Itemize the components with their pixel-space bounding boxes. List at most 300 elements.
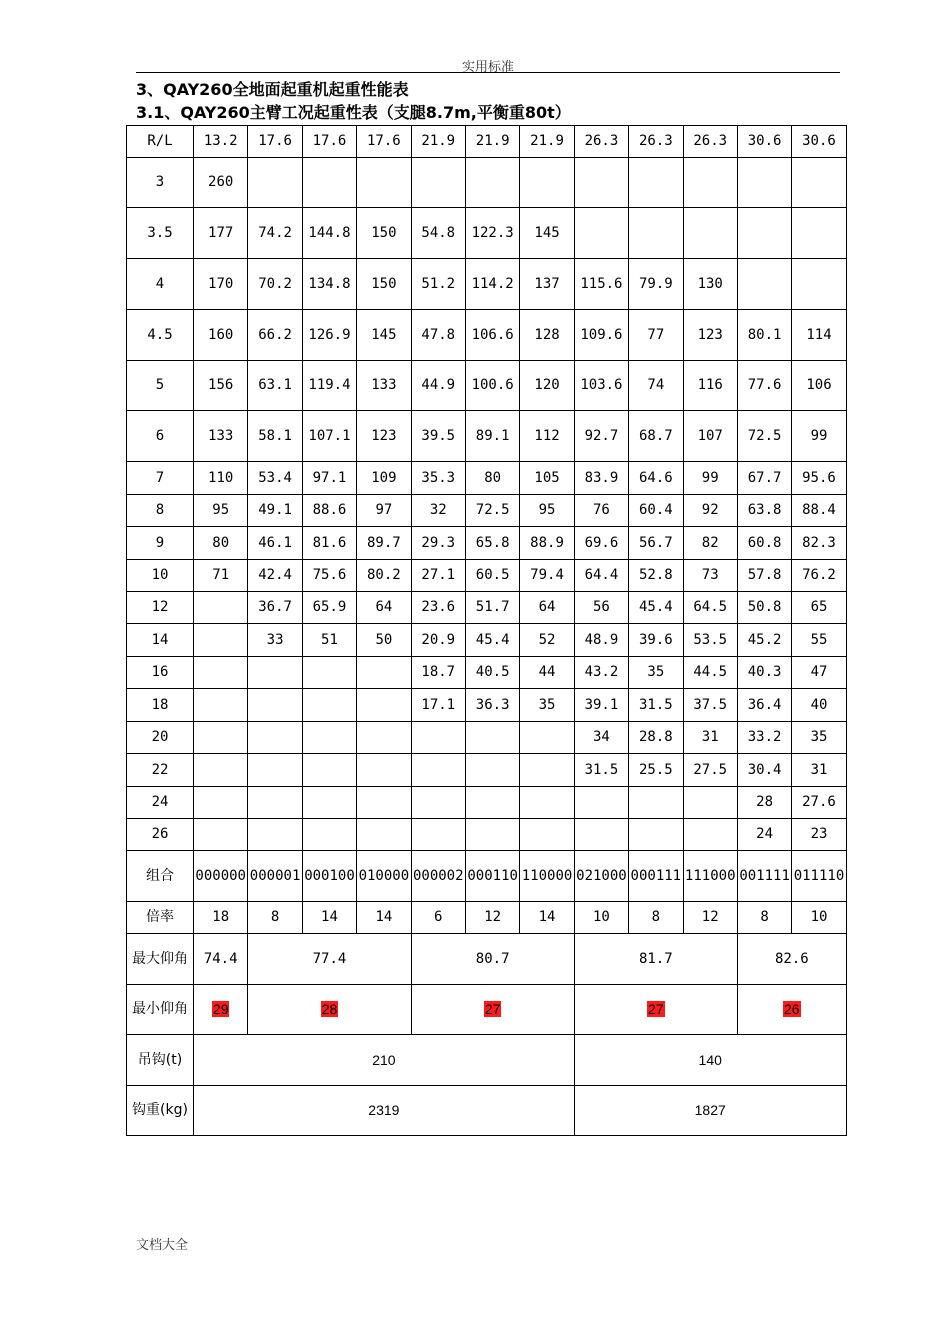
capacity-cell: 133 xyxy=(357,361,411,411)
capacity-cell xyxy=(357,787,411,819)
capacity-cell: 46.1 xyxy=(248,527,302,560)
capacity-cell: 64 xyxy=(357,592,411,624)
capacity-cell: 54.8 xyxy=(411,208,465,259)
capacity-cell: 20.9 xyxy=(411,624,465,657)
capacity-cell: 18.7 xyxy=(411,657,465,689)
capacity-cell: 27.6 xyxy=(792,787,846,819)
capacity-cell: 115.6 xyxy=(574,259,628,310)
capacity-cell: 53.5 xyxy=(683,624,737,657)
corner-label: R/L xyxy=(127,126,194,158)
capacity-cell: 105 xyxy=(520,462,574,495)
capacity-cell xyxy=(629,787,683,819)
capacity-cell: 133 xyxy=(194,411,248,462)
capacity-cell: 57.8 xyxy=(737,560,791,592)
capacity-cell: 109 xyxy=(357,462,411,495)
capacity-cell: 82.3 xyxy=(792,527,846,560)
capacity-cell xyxy=(194,657,248,689)
combo-cell: 000111 xyxy=(629,851,683,902)
min-angle-highlight: 27 xyxy=(484,1001,501,1017)
capacity-cell xyxy=(357,819,411,851)
boom-length-cell: 26.3 xyxy=(574,126,628,158)
capacity-cell: 95 xyxy=(520,495,574,527)
capacity-cell: 99 xyxy=(792,411,846,462)
combo-cell: 010000 xyxy=(357,851,411,902)
capacity-cell: 137 xyxy=(520,259,574,310)
boom-length-cell: 13.2 xyxy=(194,126,248,158)
capacity-cell xyxy=(357,754,411,787)
hook-row xyxy=(127,1035,847,1086)
radius-cell: 6 xyxy=(127,411,194,462)
capacity-cell xyxy=(792,158,846,208)
capacity-cell: 88.9 xyxy=(520,527,574,560)
capacity-cell: 114.2 xyxy=(465,259,519,310)
capacity-cell: 76.2 xyxy=(792,560,846,592)
capacity-cell: 45.4 xyxy=(465,624,519,657)
rate-cell: 14 xyxy=(357,902,411,934)
capacity-cell xyxy=(248,754,302,787)
min-angle-row xyxy=(127,985,847,1035)
capacity-row xyxy=(127,361,847,411)
capacity-row xyxy=(127,657,847,689)
capacity-cell: 64 xyxy=(520,592,574,624)
radius-cell: 24 xyxy=(127,787,194,819)
capacity-cell xyxy=(411,158,465,208)
radius-cell: 5 xyxy=(127,361,194,411)
capacity-cell: 23.6 xyxy=(411,592,465,624)
capacity-cell: 92 xyxy=(683,495,737,527)
capacity-cell: 145 xyxy=(357,310,411,361)
rate-cell: 10 xyxy=(792,902,846,934)
capacity-cell: 81.6 xyxy=(302,527,356,560)
capacity-cell: 65.9 xyxy=(302,592,356,624)
capacity-cell: 47 xyxy=(792,657,846,689)
capacity-cell xyxy=(465,819,519,851)
capacity-cell: 31.5 xyxy=(574,754,628,787)
capacity-cell: 63.8 xyxy=(737,495,791,527)
capacity-cell: 88.6 xyxy=(302,495,356,527)
capacity-cell: 37.5 xyxy=(683,689,737,722)
hook-weight-label: 钩重(kg) xyxy=(127,1086,194,1136)
capacity-cell: 156 xyxy=(194,361,248,411)
combo-cell: 000100 xyxy=(302,851,356,902)
page-footer: 文档大全 xyxy=(136,1238,189,1253)
capacity-cell: 30.4 xyxy=(737,754,791,787)
capacity-cell: 106.6 xyxy=(465,310,519,361)
capacity-cell: 126.9 xyxy=(302,310,356,361)
min-angle-cell xyxy=(574,985,737,1035)
capacity-cell: 150 xyxy=(357,208,411,259)
capacity-row xyxy=(127,689,847,722)
max-angle-cell: 77.4 xyxy=(248,934,411,985)
capacity-cell: 79.9 xyxy=(629,259,683,310)
capacity-cell xyxy=(194,819,248,851)
capacity-cell: 79.4 xyxy=(520,560,574,592)
capacity-cell: 160 xyxy=(194,310,248,361)
capacity-cell xyxy=(302,657,356,689)
capacity-cell xyxy=(194,624,248,657)
rate-cell: 10 xyxy=(574,902,628,934)
capacity-cell: 45.4 xyxy=(629,592,683,624)
rate-cell: 18 xyxy=(194,902,248,934)
capacity-cell: 35 xyxy=(520,689,574,722)
radius-cell: 3 xyxy=(127,158,194,208)
capacity-cell xyxy=(357,689,411,722)
capacity-rows xyxy=(127,158,847,851)
capacity-cell: 52.8 xyxy=(629,560,683,592)
max-angle-cell: 74.4 xyxy=(194,934,248,985)
capacity-cell: 36.7 xyxy=(248,592,302,624)
rate-cell: 12 xyxy=(683,902,737,934)
header-rule xyxy=(136,72,840,73)
max-angle-row xyxy=(127,934,847,985)
capacity-cell: 150 xyxy=(357,259,411,310)
capacity-cell xyxy=(737,208,791,259)
capacity-cell xyxy=(629,208,683,259)
capacity-cell: 33 xyxy=(248,624,302,657)
capacity-cell xyxy=(302,722,356,754)
radius-cell: 9 xyxy=(127,527,194,560)
capacity-cell: 17.1 xyxy=(411,689,465,722)
capacity-cell: 29.3 xyxy=(411,527,465,560)
capacity-cell: 123 xyxy=(357,411,411,462)
capacity-cell: 50 xyxy=(357,624,411,657)
capacity-cell: 107 xyxy=(683,411,737,462)
radius-cell: 14 xyxy=(127,624,194,657)
capacity-cell xyxy=(574,208,628,259)
capacity-cell: 134.8 xyxy=(302,259,356,310)
capacity-cell: 39.6 xyxy=(629,624,683,657)
document-title: 3、QAY260全地面起重机起重性能表 xyxy=(136,80,409,99)
rate-cell: 12 xyxy=(465,902,519,934)
hook-label: 吊钩(t) xyxy=(127,1035,194,1086)
capacity-cell: 51 xyxy=(302,624,356,657)
capacity-cell: 60.4 xyxy=(629,495,683,527)
capacity-cell: 32 xyxy=(411,495,465,527)
min-angle-highlight: 26 xyxy=(784,1001,800,1017)
capacity-cell xyxy=(520,158,574,208)
min-angle-highlight: 29 xyxy=(212,1001,229,1017)
max-angle-label: 最大仰角 xyxy=(127,934,194,985)
capacity-cell xyxy=(194,787,248,819)
capacity-row xyxy=(127,592,847,624)
capacity-cell xyxy=(248,787,302,819)
capacity-cell: 31.5 xyxy=(629,689,683,722)
radius-cell: 3.5 xyxy=(127,208,194,259)
capacity-cell: 119.4 xyxy=(302,361,356,411)
capacity-cell: 43.2 xyxy=(574,657,628,689)
boom-length-cell: 21.9 xyxy=(520,126,574,158)
capacity-cell: 63.1 xyxy=(248,361,302,411)
capacity-cell: 24 xyxy=(737,819,791,851)
capacity-cell: 44.5 xyxy=(683,657,737,689)
radius-cell: 16 xyxy=(127,657,194,689)
capacity-cell: 260 xyxy=(194,158,248,208)
capacity-cell xyxy=(248,689,302,722)
capacity-cell: 112 xyxy=(520,411,574,462)
capacity-cell: 55 xyxy=(792,624,846,657)
max-angle-cell: 82.6 xyxy=(737,934,846,985)
capacity-cell: 100.6 xyxy=(465,361,519,411)
capacity-cell: 99 xyxy=(683,462,737,495)
min-angle-cell xyxy=(194,985,248,1035)
capacity-cell: 72.5 xyxy=(737,411,791,462)
hook-cell: 140 xyxy=(574,1035,846,1086)
capacity-row xyxy=(127,462,847,495)
capacity-cell: 23 xyxy=(792,819,846,851)
capacity-cell xyxy=(465,787,519,819)
capacity-cell: 49.1 xyxy=(248,495,302,527)
capacity-cell: 114 xyxy=(792,310,846,361)
boom-length-cell: 17.6 xyxy=(357,126,411,158)
capacity-cell: 51.2 xyxy=(411,259,465,310)
capacity-cell: 130 xyxy=(683,259,737,310)
capacity-row xyxy=(127,158,847,208)
capacity-cell: 95 xyxy=(194,495,248,527)
capacity-cell: 48.9 xyxy=(574,624,628,657)
capacity-cell: 47.8 xyxy=(411,310,465,361)
capacity-cell xyxy=(574,787,628,819)
capacity-cell: 28 xyxy=(737,787,791,819)
combo-cell: 000002 xyxy=(411,851,465,902)
capacity-cell: 97 xyxy=(357,495,411,527)
combo-cell: 111000 xyxy=(683,851,737,902)
capacity-cell: 67.7 xyxy=(737,462,791,495)
radius-cell: 18 xyxy=(127,689,194,722)
capacity-cell xyxy=(737,158,791,208)
capacity-cell xyxy=(629,158,683,208)
capacity-cell: 60.8 xyxy=(737,527,791,560)
capacity-cell xyxy=(792,259,846,310)
capacity-cell: 106 xyxy=(792,361,846,411)
capacity-cell: 65.8 xyxy=(465,527,519,560)
capacity-cell: 170 xyxy=(194,259,248,310)
capacity-cell xyxy=(465,754,519,787)
capacity-cell: 36.4 xyxy=(737,689,791,722)
capacity-cell xyxy=(792,208,846,259)
boom-length-cell: 21.9 xyxy=(465,126,519,158)
capacity-cell: 74 xyxy=(629,361,683,411)
rate-label: 倍率 xyxy=(127,902,194,934)
capacity-cell: 123 xyxy=(683,310,737,361)
capacity-cell: 128 xyxy=(520,310,574,361)
boom-length-cell: 26.3 xyxy=(683,126,737,158)
capacity-cell: 116 xyxy=(683,361,737,411)
boom-length-cell: 17.6 xyxy=(302,126,356,158)
capacity-cell: 77.6 xyxy=(737,361,791,411)
capacity-cell: 33.2 xyxy=(737,722,791,754)
capacity-cell: 42.4 xyxy=(248,560,302,592)
capacity-cell xyxy=(465,158,519,208)
capacity-cell: 65 xyxy=(792,592,846,624)
capacity-cell xyxy=(248,819,302,851)
capacity-cell xyxy=(194,754,248,787)
capacity-cell: 40.3 xyxy=(737,657,791,689)
radius-cell: 4 xyxy=(127,259,194,310)
capacity-cell xyxy=(248,657,302,689)
capacity-cell xyxy=(302,787,356,819)
capacity-cell xyxy=(194,722,248,754)
combo-cell: 011110 xyxy=(792,851,846,902)
capacity-cell: 53.4 xyxy=(248,462,302,495)
capacity-cell: 145 xyxy=(520,208,574,259)
capacity-cell xyxy=(194,689,248,722)
capacity-cell: 88.4 xyxy=(792,495,846,527)
combo-cell: 021000 xyxy=(574,851,628,902)
capacity-row xyxy=(127,411,847,462)
capacity-cell xyxy=(357,158,411,208)
capacity-cell: 39.5 xyxy=(411,411,465,462)
rate-cell: 8 xyxy=(248,902,302,934)
rate-cell: 8 xyxy=(737,902,791,934)
hook-cell: 210 xyxy=(194,1035,575,1086)
rate-cell: 8 xyxy=(629,902,683,934)
radius-cell: 20 xyxy=(127,722,194,754)
combo-row xyxy=(127,851,847,902)
radius-cell: 4.5 xyxy=(127,310,194,361)
min-angle-cell xyxy=(248,985,411,1035)
capacity-cell: 64.6 xyxy=(629,462,683,495)
combo-cell: 110000 xyxy=(520,851,574,902)
capacity-cell: 34 xyxy=(574,722,628,754)
min-angle-cell xyxy=(737,985,846,1035)
capacity-cell xyxy=(357,722,411,754)
capacity-cell: 73 xyxy=(683,560,737,592)
capacity-cell xyxy=(737,259,791,310)
rate-cell: 14 xyxy=(520,902,574,934)
radius-cell: 7 xyxy=(127,462,194,495)
capacity-cell: 28.8 xyxy=(629,722,683,754)
capacity-cell: 77 xyxy=(629,310,683,361)
capacity-cell: 27.5 xyxy=(683,754,737,787)
boom-length-cell: 21.9 xyxy=(411,126,465,158)
capacity-cell: 31 xyxy=(792,754,846,787)
boom-length-cell: 26.3 xyxy=(629,126,683,158)
capacity-cell xyxy=(520,754,574,787)
capacity-cell: 44 xyxy=(520,657,574,689)
capacity-cell: 120 xyxy=(520,361,574,411)
capacity-cell: 69.6 xyxy=(574,527,628,560)
capacity-cell xyxy=(465,722,519,754)
capacity-cell: 92.7 xyxy=(574,411,628,462)
capacity-cell: 45.2 xyxy=(737,624,791,657)
capacity-cell xyxy=(302,689,356,722)
capacity-cell: 64.5 xyxy=(683,592,737,624)
capacity-cell: 80.2 xyxy=(357,560,411,592)
capacity-cell xyxy=(302,819,356,851)
capacity-cell: 122.3 xyxy=(465,208,519,259)
capacity-row xyxy=(127,819,847,851)
rate-cell: 14 xyxy=(302,902,356,934)
capacity-row xyxy=(127,754,847,787)
capacity-cell: 80 xyxy=(194,527,248,560)
capacity-cell: 89.1 xyxy=(465,411,519,462)
capacity-cell: 72.5 xyxy=(465,495,519,527)
capacity-cell: 51.7 xyxy=(465,592,519,624)
capacity-cell: 52 xyxy=(520,624,574,657)
radius-cell: 8 xyxy=(127,495,194,527)
capacity-cell: 39.1 xyxy=(574,689,628,722)
capacity-cell: 56.7 xyxy=(629,527,683,560)
capacity-cell xyxy=(411,787,465,819)
capacity-cell xyxy=(411,754,465,787)
capacity-cell xyxy=(683,158,737,208)
capacity-row xyxy=(127,722,847,754)
capacity-cell: 177 xyxy=(194,208,248,259)
capacity-cell: 107.1 xyxy=(302,411,356,462)
capacity-cell: 40 xyxy=(792,689,846,722)
hook-weight-cell: 1827 xyxy=(574,1086,846,1136)
capacity-cell xyxy=(683,787,737,819)
capacity-cell: 27.1 xyxy=(411,560,465,592)
radius-cell: 12 xyxy=(127,592,194,624)
capacity-cell: 50.8 xyxy=(737,592,791,624)
hook-weight-row xyxy=(127,1086,847,1136)
combo-cell: 000000 xyxy=(194,851,248,902)
combo-cell: 000001 xyxy=(248,851,302,902)
capacity-cell xyxy=(574,158,628,208)
capacity-cell xyxy=(248,158,302,208)
capacity-cell xyxy=(574,819,628,851)
combo-cell: 001111 xyxy=(737,851,791,902)
table-title: 3.1、QAY260主臂工况起重性表（支腿8.7m,平衡重80t） xyxy=(136,103,571,122)
capacity-cell xyxy=(520,722,574,754)
combo-label: 组合 xyxy=(127,851,194,902)
capacity-cell: 103.6 xyxy=(574,361,628,411)
capacity-cell: 64.4 xyxy=(574,560,628,592)
capacity-cell xyxy=(411,722,465,754)
capacity-cell: 83.9 xyxy=(574,462,628,495)
capacity-cell xyxy=(411,819,465,851)
capacity-cell: 80 xyxy=(465,462,519,495)
capacity-cell: 35 xyxy=(792,722,846,754)
boom-length-header-row xyxy=(127,126,847,158)
capacity-cell: 68.7 xyxy=(629,411,683,462)
rate-row xyxy=(127,902,847,934)
capacity-cell: 76 xyxy=(574,495,628,527)
lift-capacity-table xyxy=(126,125,847,1136)
capacity-cell: 35 xyxy=(629,657,683,689)
radius-cell: 26 xyxy=(127,819,194,851)
capacity-cell: 31 xyxy=(683,722,737,754)
capacity-row xyxy=(127,259,847,310)
capacity-row xyxy=(127,624,847,657)
boom-length-cell: 17.6 xyxy=(248,126,302,158)
capacity-row xyxy=(127,787,847,819)
capacity-cell: 82 xyxy=(683,527,737,560)
boom-length-cell: 30.6 xyxy=(792,126,846,158)
capacity-cell xyxy=(683,208,737,259)
radius-cell: 10 xyxy=(127,560,194,592)
capacity-cell xyxy=(194,592,248,624)
capacity-cell: 66.2 xyxy=(248,310,302,361)
rate-cell: 6 xyxy=(411,902,465,934)
capacity-cell: 89.7 xyxy=(357,527,411,560)
capacity-cell: 110 xyxy=(194,462,248,495)
min-angle-highlight: 27 xyxy=(648,1001,664,1017)
capacity-cell: 60.5 xyxy=(465,560,519,592)
capacity-cell: 58.1 xyxy=(248,411,302,462)
capacity-cell xyxy=(357,657,411,689)
capacity-cell: 40.5 xyxy=(465,657,519,689)
capacity-cell xyxy=(683,819,737,851)
boom-length-cell: 30.6 xyxy=(737,126,791,158)
radius-cell: 22 xyxy=(127,754,194,787)
capacity-cell: 109.6 xyxy=(574,310,628,361)
capacity-cell xyxy=(520,819,574,851)
hook-weight-cell: 2319 xyxy=(194,1086,575,1136)
min-angle-cell xyxy=(411,985,574,1035)
capacity-row xyxy=(127,495,847,527)
